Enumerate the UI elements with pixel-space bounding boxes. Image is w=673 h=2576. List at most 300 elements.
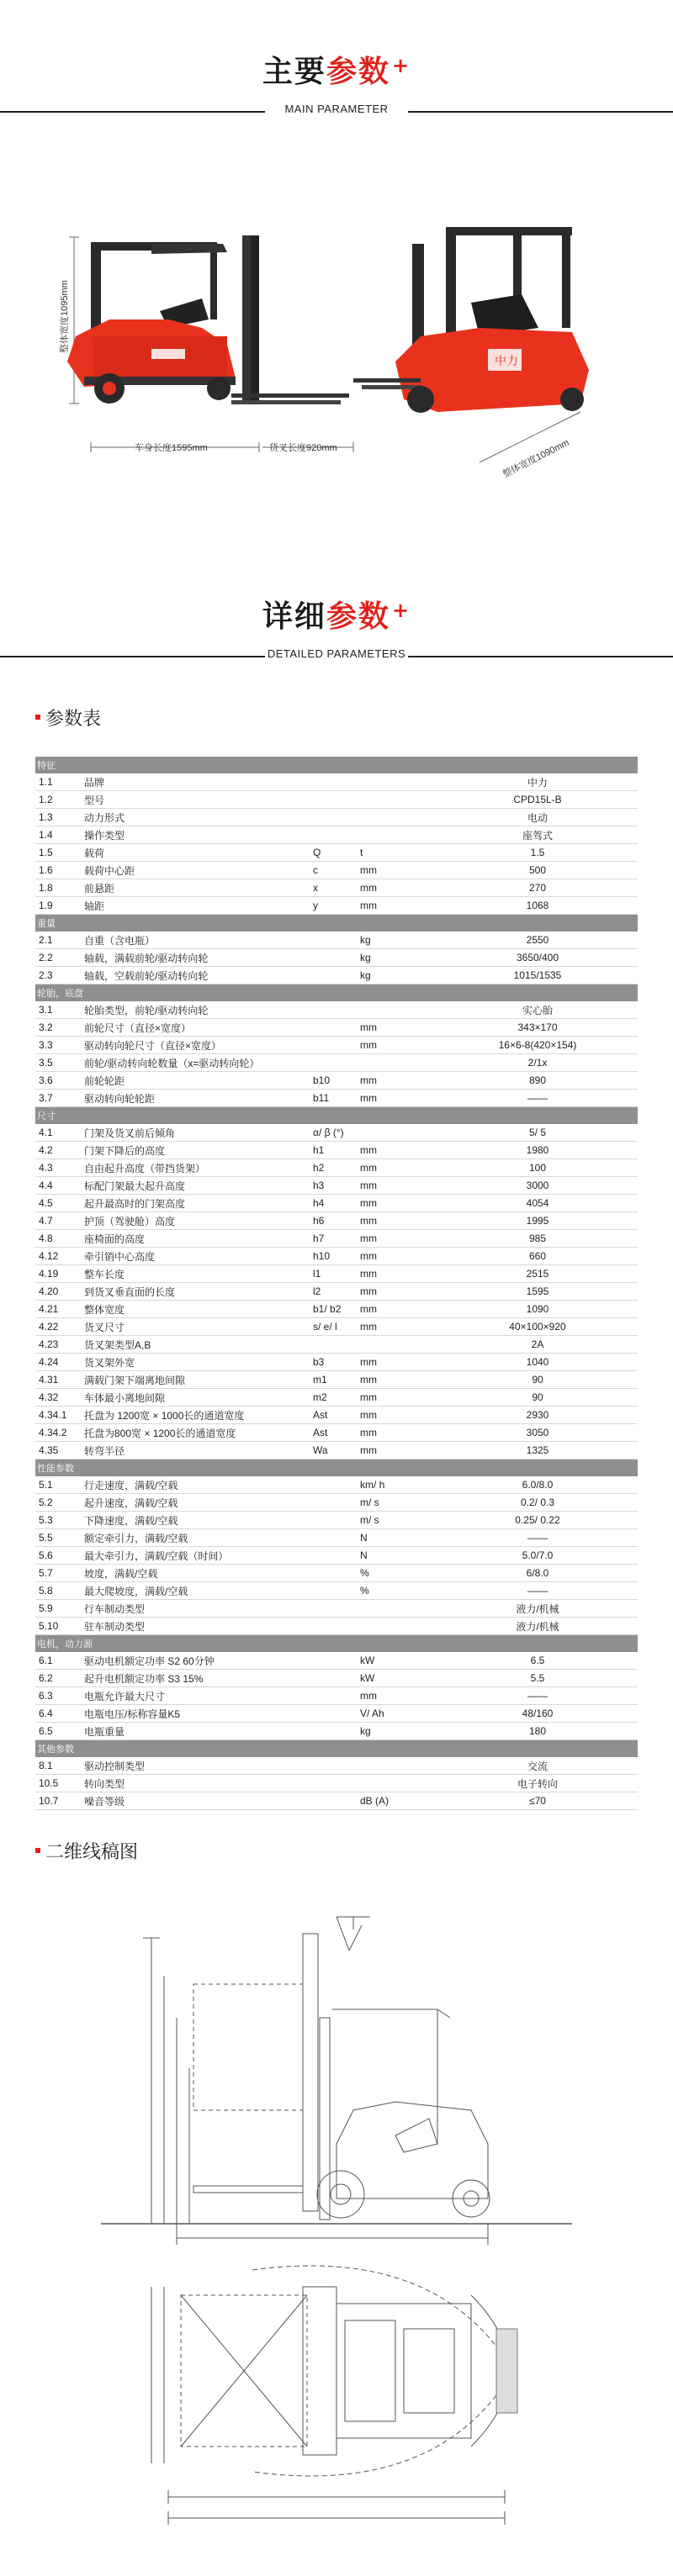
spec-unit: m/ s [358,1512,437,1529]
spec-code [311,1757,358,1775]
spec-no: 5.1 [35,1476,82,1494]
spec-unit: mm [358,1159,437,1177]
spec-code [311,791,358,809]
spec-name: 载荷中心距 [82,862,311,879]
table-row [35,897,638,915]
spec-name: 行走速度，满载/空载 [82,1476,311,1494]
table-row [35,1547,638,1565]
spec-no: 6.4 [35,1705,82,1723]
spec-code: Ast [311,1407,358,1424]
spec-name: 驱动控制类型 [82,1757,311,1775]
spec-no: 5.3 [35,1512,82,1529]
spec-code: s/ e/ l [311,1318,358,1336]
spec-name: 噪音等级 [82,1792,311,1810]
spec-no: 2.2 [35,949,82,967]
spec-name: 驱动转向轮尺寸（直径×宽度） [82,1037,311,1054]
spec-code: h1 [311,1142,358,1159]
spec-name: 护顶（驾驶舱）高度 [82,1212,311,1230]
spec-group-header [35,1460,638,1476]
spec-code [311,1037,358,1054]
spec-value: CPD15L-B [437,791,638,809]
spec-unit: mm [358,879,437,897]
spec-no: 3.7 [35,1090,82,1107]
spec-name: 额定牵引力，满载/空载 [82,1529,311,1547]
table-row [35,809,638,826]
spec-no: 5.9 [35,1600,82,1618]
spec-unit: mm [358,1072,437,1090]
spec-name: 前轮/驱动转向轮数量（x=驱动转向轮） [82,1054,311,1072]
spec-code: b1/ b2 [311,1301,358,1318]
table-row [35,1371,638,1389]
spec-name: 驻车制动类型 [82,1618,311,1635]
spec-unit: mm [358,1318,437,1336]
spec-no: 4.19 [35,1265,82,1283]
spec-name: 托盘为800宽 × 1200长的通道宽度 [82,1424,311,1442]
spec-value: 5.0/7.0 [437,1547,638,1565]
spec-value: 5/ 5 [437,1124,638,1142]
spec-no: 2.3 [35,967,82,984]
table-row [35,879,638,897]
spec-no: 5.7 [35,1565,82,1582]
spec-unit [358,1054,437,1072]
table-row [35,1424,638,1442]
spec-name: 自重（含电瓶） [82,932,311,949]
spec-no: 1.2 [35,791,82,809]
spec-unit: kg [358,967,437,984]
red-square-icon [35,1848,40,1853]
spec-unit: t [358,844,437,862]
table-row [35,1124,638,1142]
table-row [35,1389,638,1407]
table-row [35,1757,638,1775]
spec-unit: kW [358,1652,437,1670]
spec-name: 轮胎类型，前轮/驱动转向轮 [82,1001,311,1019]
spec-no: 4.21 [35,1301,82,1318]
table-row [35,1565,638,1582]
spec-code [311,1565,358,1582]
fork-length-label: 货叉长度920mm [269,443,337,453]
spec-no: 5.10 [35,1618,82,1635]
spec-value: 180 [437,1723,638,1740]
spec-code [311,1670,358,1687]
spec-value: —— [437,1090,638,1107]
spec-group-header [35,757,638,773]
spec-name: 前轮轮距 [82,1072,311,1090]
spec-code [311,826,358,844]
spec-name: 操作类型 [82,826,311,844]
spec-value: 液力/机械 [437,1618,638,1635]
table-row [35,1159,638,1177]
detailed-parameter-subtitle-wrap [0,644,673,660]
spec-unit [358,809,437,826]
spec-value: —— [437,1529,638,1547]
spec-no: 1.8 [35,879,82,897]
spec-value: 1015/1535 [437,967,638,984]
spec-code [311,809,358,826]
spec-table-title: 参数表 [45,709,102,730]
spec-name: 货叉架外宽 [82,1354,311,1371]
spec-code [311,1512,358,1529]
spec-value: 100 [437,1159,638,1177]
title-red-part: 参数 [326,55,390,89]
table-row [35,1705,638,1723]
table-row [35,826,638,844]
spec-code [311,1775,358,1792]
spec-name: 自由起升高度（带挡货架） [82,1159,311,1177]
spec-group-name: 其他参数 [35,1740,638,1757]
spec-group-header [35,984,638,1001]
spec-code: α/ β (°) [311,1124,358,1142]
table-row [35,1001,638,1019]
table-row [35,967,638,984]
top-view-drawing [151,2266,517,2525]
table-row [35,1792,638,1810]
main-parameter-heading [0,54,673,91]
spec-value: 中力 [437,773,638,791]
spec-group-header [35,1740,638,1757]
spec-group-name: 尺寸 [35,1107,638,1124]
spec-code [311,1019,358,1037]
spec-name: 门架及货叉前后倾角 [82,1124,311,1142]
spec-unit: mm [358,1037,437,1054]
spec-group-name: 特征 [35,757,638,773]
spec-value: 1595 [437,1283,638,1301]
spec-value: 0.2/ 0.3 [437,1494,638,1512]
spec-code [311,1652,358,1670]
table-row [35,1723,638,1740]
spec-unit: kg [358,1723,437,1740]
spec-name: 托盘为 1200宽 × 1000长的通道宽度 [82,1407,311,1424]
spec-unit: kW [358,1670,437,1687]
spec-code [311,1582,358,1600]
drawing-title: 二维线稿图 [45,1842,139,1863]
spec-value: 343×170 [437,1019,638,1037]
spec-value: 5.5 [437,1670,638,1687]
spec-name: 整车长度 [82,1265,311,1283]
spec-value: 1995 [437,1212,638,1230]
spec-no: 5.2 [35,1494,82,1512]
spec-name: 货叉架类型A,B [82,1336,311,1354]
spec-code [311,949,358,967]
spec-name: 下降速度，满载/空载 [82,1512,311,1529]
table-row [35,1512,638,1529]
detailed-parameter-title [0,599,673,636]
spec-no: 4.31 [35,1371,82,1389]
spec-name: 到货叉垂直面的长度 [82,1283,311,1301]
table-row [35,1212,638,1230]
title-black-part: 主要 [262,55,326,89]
spec-unit [358,1124,437,1142]
spec-unit: kg [358,932,437,949]
detailed-parameter-subtitle: DETAILED PARAMETERS [267,647,406,660]
spec-no: 3.3 [35,1037,82,1054]
spec-unit: mm [358,1212,437,1230]
table-row [35,1318,638,1336]
spec-value: 3000 [437,1177,638,1195]
table-row [35,1090,638,1107]
spec-unit: V/ Ah [358,1705,437,1723]
spec-value: 实心胎 [437,1001,638,1019]
main-parameter-subtitle-wrap [0,99,673,115]
table-row [35,1195,638,1212]
spec-name: 行车制动类型 [82,1600,311,1618]
line-drawing [0,1892,673,2564]
table-row [35,1230,638,1248]
spec-name: 动力形式 [82,809,311,826]
spec-no: 4.34.1 [35,1407,82,1424]
spec-no: 4.23 [35,1336,82,1354]
table-row [35,1600,638,1618]
body-length-label: 车身长度1595mm [135,443,208,453]
spec-name: 牵引销中心高度 [82,1248,311,1265]
table-row [35,1283,638,1301]
spec-unit [358,773,437,791]
spec-unit: mm [358,1442,437,1460]
spec-value: 90 [437,1371,638,1389]
spec-code: h3 [311,1177,358,1195]
width-label: 整体宽度1090mm [501,437,571,480]
table-row [35,1336,638,1354]
spec-code: l1 [311,1265,358,1283]
spec-value: 0.25/ 0.22 [437,1512,638,1529]
spec-no: 4.2 [35,1142,82,1159]
truck-side-photo [67,235,349,404]
spec-value: —— [437,1582,638,1600]
spec-code: b3 [311,1354,358,1371]
spec-no: 1.9 [35,897,82,915]
truck-rear-photo [353,227,589,413]
product-photos [0,210,673,513]
spec-no: 6.2 [35,1670,82,1687]
table-row [35,932,638,949]
main-parameter-subtitle: MAIN PARAMETER [284,103,389,115]
spec-value: 2930 [437,1407,638,1424]
spec-no: 3.2 [35,1019,82,1037]
spec-unit [358,1336,437,1354]
spec-unit: N [358,1529,437,1547]
spec-code: c [311,862,358,879]
spec-name: 前轮尺寸（直径×宽度） [82,1019,311,1037]
spec-name: 起升电机额定功率 S3 15% [82,1670,311,1687]
spec-value: 48/160 [437,1705,638,1723]
spec-value: 985 [437,1230,638,1248]
table-row [35,1054,638,1072]
width-dimension [480,412,580,462]
spec-unit: mm [358,1389,437,1407]
spec-no: 4.32 [35,1389,82,1407]
table-row [35,844,638,862]
spec-code: h10 [311,1248,358,1265]
spec-unit: mm [358,1177,437,1195]
spec-unit: mm [358,1195,437,1212]
spec-value: 3650/400 [437,949,638,967]
table-row [35,1142,638,1159]
spec-no: 4.1 [35,1124,82,1142]
table-row [35,1582,638,1600]
spec-code [311,1494,358,1512]
table-row [35,1072,638,1090]
table-row [35,1019,638,1037]
spec-no: 4.8 [35,1230,82,1248]
detailed-parameter-heading [0,599,673,636]
spec-name: 前悬距 [82,879,311,897]
height-label: 整体宽度1095mm [60,280,70,353]
spec-no: 5.5 [35,1529,82,1547]
spec-unit: m/ s [358,1494,437,1512]
spec-no: 3.5 [35,1054,82,1072]
spec-name: 货叉尺寸 [82,1318,311,1336]
spec-unit: mm [358,1019,437,1037]
table-row [35,1407,638,1424]
title-black-part: 详细 [262,599,326,634]
spec-value: 2515 [437,1265,638,1283]
spec-unit: mm [358,1354,437,1371]
table-row [35,1442,638,1460]
spec-group-header [35,1635,638,1652]
spec-group-header [35,915,638,932]
table-row [35,773,638,791]
spec-unit [358,826,437,844]
spec-name: 电瓶电压/标称容量K5 [82,1705,311,1723]
table-row [35,1670,638,1687]
spec-value: 890 [437,1072,638,1090]
spec-name: 品牌 [82,773,311,791]
spec-group-name: 电机，动力源 [35,1635,638,1652]
spec-name: 电瓶允许最大尺寸 [82,1687,311,1705]
red-square-icon [35,715,40,720]
spec-table-body [35,757,638,1810]
spec-code: h4 [311,1195,358,1212]
spec-code [311,967,358,984]
spec-value: —— [437,1687,638,1705]
spec-name: 型号 [82,791,311,809]
table-row [35,1494,638,1512]
spec-name: 起升最高时的门架高度 [82,1195,311,1212]
table-row [35,1248,638,1265]
spec-code: x [311,879,358,897]
table-row [35,1618,638,1635]
spec-value: 16×6-8(420×154) [437,1037,638,1054]
spec-code: Wa [311,1442,358,1460]
spec-unit [358,1001,437,1019]
spec-unit: mm [358,1142,437,1159]
spec-no: 10.5 [35,1775,82,1792]
spec-group-header [35,1107,638,1124]
spec-no: 4.24 [35,1354,82,1371]
spec-group-name: 性能参数 [35,1460,638,1476]
spec-name: 最大牵引力，满载/空载（时间） [82,1547,311,1565]
spec-unit: % [358,1582,437,1600]
spec-no: 6.1 [35,1652,82,1670]
spec-code: b10 [311,1072,358,1090]
spec-code: h6 [311,1212,358,1230]
title-red-part: 参数 [326,599,390,634]
spec-unit [358,1775,437,1792]
spec-code: h7 [311,1230,358,1248]
spec-value: 1.5 [437,844,638,862]
spec-table-heading [35,705,101,731]
spec-unit: mm [358,1371,437,1389]
spec-code: b11 [311,1090,358,1107]
spec-value: 270 [437,879,638,897]
spec-no: 2.1 [35,932,82,949]
spec-value: 液力/机械 [437,1600,638,1618]
spec-code [311,1687,358,1705]
spec-unit: km/ h [358,1476,437,1494]
spec-no: 4.3 [35,1159,82,1177]
spec-unit: mm [358,1265,437,1283]
spec-no: 1.4 [35,826,82,844]
spec-code [311,1476,358,1494]
spec-value: 1068 [437,897,638,915]
spec-no: 4.20 [35,1283,82,1301]
spec-code: m1 [311,1371,358,1389]
spec-value: ≤70 [437,1792,638,1810]
spec-unit: N [358,1547,437,1565]
spec-name: 驱动电机额定功率 S2 60分钟 [82,1652,311,1670]
spec-name: 最大爬坡度，满载/空载 [82,1582,311,1600]
spec-unit: mm [358,1283,437,1301]
spec-no: 4.34.2 [35,1424,82,1442]
spec-name: 转向类型 [82,1775,311,1792]
table-row [35,791,638,809]
spec-unit: mm [358,897,437,915]
spec-code: Ast [311,1424,358,1442]
spec-no: 5.6 [35,1547,82,1565]
spec-group-name: 轮胎，底盘 [35,984,638,1001]
spec-unit: mm [358,1090,437,1107]
spec-name: 驱动转向轮轮距 [82,1090,311,1107]
spec-no: 1.6 [35,862,82,879]
spec-no: 1.1 [35,773,82,791]
table-row [35,1775,638,1792]
table-row [35,949,638,967]
spec-table [35,757,638,1810]
table-row [35,1037,638,1054]
spec-code [311,932,358,949]
spec-value: 2550 [437,932,638,949]
spec-value: 1980 [437,1142,638,1159]
spec-no: 5.8 [35,1582,82,1600]
spec-no: 4.7 [35,1212,82,1230]
spec-name: 轴载，满载前轮/驱动转向轮 [82,949,311,967]
spec-code: y [311,897,358,915]
spec-name: 车体最小离地间隙 [82,1389,311,1407]
spec-no: 4.4 [35,1177,82,1195]
main-parameter-title [0,54,673,91]
spec-no: 6.5 [35,1723,82,1740]
spec-name: 坡度，满载/空载 [82,1565,311,1582]
table-row [35,1652,638,1670]
spec-unit: dB (A) [358,1792,437,1810]
brand-text: 中力 [495,355,518,368]
spec-no: 6.3 [35,1687,82,1705]
spec-unit: % [358,1565,437,1582]
spec-unit [358,791,437,809]
spec-value: 6/8.0 [437,1565,638,1582]
spec-value: 1325 [437,1442,638,1460]
spec-code [311,1547,358,1565]
spec-unit: mm [358,1687,437,1705]
spec-name: 起升速度，满载/空载 [82,1494,311,1512]
spec-code [311,1529,358,1547]
spec-group-name: 重量 [35,915,638,932]
table-row [35,1529,638,1547]
drawing-heading [35,1838,138,1864]
spec-no: 4.22 [35,1318,82,1336]
spec-no: 8.1 [35,1757,82,1775]
spec-unit [358,1757,437,1775]
